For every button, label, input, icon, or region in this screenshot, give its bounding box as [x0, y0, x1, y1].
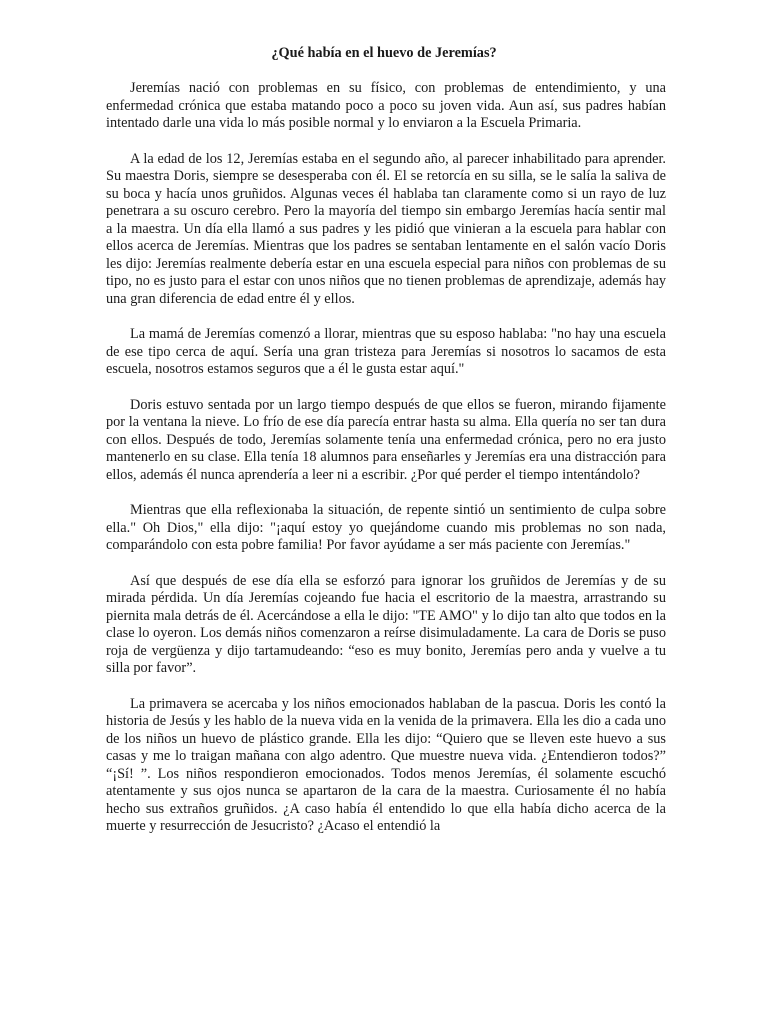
paragraph-2: A la edad de los 12, Jeremías estaba en el segundo año, al parecer inhabilitado para aprender. Su maestra Doris, siempre se desesperaba con él. El se retorcía en su silla, se le salía la saliva de su boca y hacía unos gruñidos. Algunas veces él hablaba tan claramente como si un rayo de luz penetrara a su oscuro cerebro. Pero la mayoría del tiempo sin embargo Jeremías hacía sentir mal a la maestra. Un día ella llamó a sus padres y les pidió que vinieran a la escuela para hablar con ellos acerca de Jeremías. Mientras que los padres se sentaban lentamente en el salón vacío Doris les dijo: Jeremías realmente debería estar en una escuela especial para niños con problemas de su tipo, no es justo para el estar con unos niños que no tienen problemas de aprendizaje, además hay una gran diferencia de edad entre él y ellos. — [106, 150, 666, 307]
paragraph-1: Jeremías nació con problemas en su físico, con problemas de entendimiento, y una enfermedad crónica que estaba matando poco a poco su joven vida. Aun así, sus padres habían intentado darle una vida lo más posible normal y lo enviaron a la Escuela Primaria. — [106, 80, 666, 131]
document-body — [106, 80, 666, 854]
paragraph-6: Así que después de ese día ella se esforzó para ignorar los gruñidos de Jeremías y de su mirada pérdida. Un día Jeremías cojeando fue hacia el escritorio de la maestra, arrastrando su piernita mala detrás de él. Acercándose a ella le dijo: "TE AMO" y lo dijo tan alto que todos en la clase lo oyeron. Los demás niños comenzaron a reírse disimuladamente. La cara de Doris se puso roja de vergüenza y dijo tartamudeando: “eso es muy bonito, Jeremías pero anda y vuelve a tu silla por favor”. — [106, 572, 666, 676]
paragraph-7: La primavera se acercaba y los niños emocionados hablaban de la pascua. Doris les contó la historia de Jesús y les hablo de la nueva vida en la venida de la primavera. Ella les dio a cada uno de los niños un huevo de plástico grande. Ella les dijo: “Quiero que se lleven este huevo a sus casas y me lo traigan mañana con algo adentro. Que muestre nueva vida. ¿Entendieron todos?” “¡Sí! ”. Los niños respondieron emocionados. Todos menos Jeremías, él solamente escuchó atentamente y sus ojos nunca se apartaron de la cara de la maestra. Curiosamente él no había hecho sus extraños gruñidos. ¿A caso había él entendido lo que ella había dicho acerca de la muerte y resurrección de Jesucristo? ¿Acaso el entendió la — [106, 695, 666, 834]
paragraph-3: La mamá de Jeremías comenzó a llorar, mientras que su esposo hablaba: "no hay una escuela de ese tipo cerca de aquí. Sería una gran tristeza para Jeremías si nosotros lo sacamos de esta escuela, nosotros estamos seguros que a él le gusta estar aquí." — [106, 326, 666, 377]
document-title: ¿Qué había en el huevo de Jeremías? — [271, 45, 497, 61]
paragraph-5: Mientras que ella reflexionaba la situación, de repente sintió un sentimiento de culpa sobre ella." Oh Dios," ella dijo: "¡aquí estoy yo quejándome cuando mis problemas no son nada, comparándolo con esta pobre familia! Por favor ayúdame a ser más paciente con Jeremías." — [106, 502, 666, 553]
paragraph-4: Doris estuvo sentada por un largo tiempo después de que ellos se fueron, mirando fijamente por la ventana la nieve. Lo frío de ese día parecía entrar hasta su alma. Ella quería no ser tan dura con ellos. Después de todo, Jeremías solamente tenía una enfermedad crónica, pero no era justo mantenerlo en su clase. Ella tenía 18 alumnos para enseñarles y Jeremías era una distracción para ellos, además él nunca aprendería a leer ni a escribir. ¿Por qué perder el tiempo intentándolo? — [106, 396, 666, 483]
